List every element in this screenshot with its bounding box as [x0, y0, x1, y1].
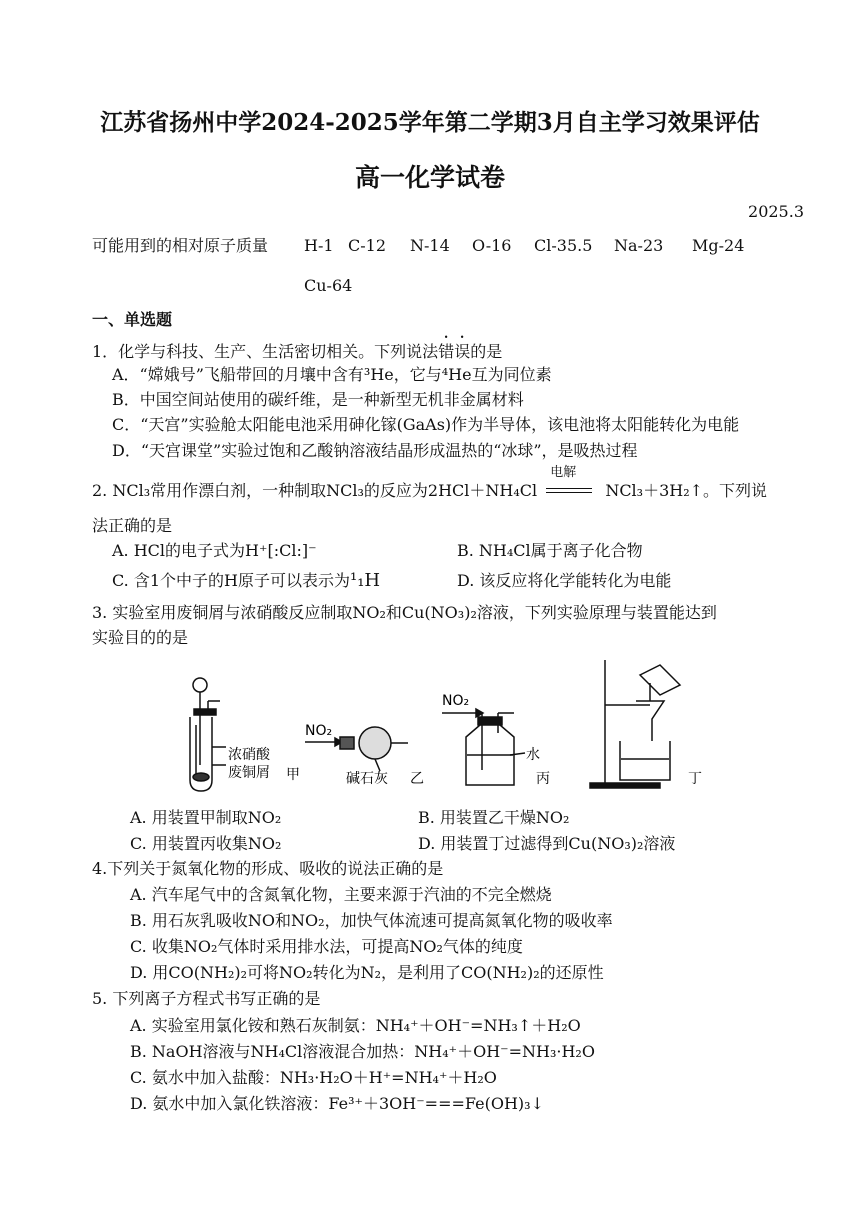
hcl-electron-formula: H⁺[:Cl:]⁻: [245, 541, 317, 560]
label-no2-yi: NO₂: [305, 723, 333, 739]
q5-option-d: D. 氨水中加入氯化铁溶液：Fe³⁺＋3OH⁻===Fe(OH)₃↓: [130, 1094, 544, 1113]
exam-date: 2025.3: [748, 202, 804, 221]
q5-stem: 5. 下列离子方程式书写正确的是: [92, 989, 321, 1008]
q1-option-c: C．“天宫”实验舱太阳能电池采用砷化镓(GaAs)作为半导体，该电池将太阳能转化为电能: [112, 415, 740, 434]
q1-option-a: A．“嫦娥号”飞船带回的月壤中含有³He，它与⁴He互为同位素: [112, 365, 552, 384]
q4-option-c: C. 收集NO₂气体时采用排水法，可提高NO₂气体的纯度: [130, 937, 523, 956]
mass-item: N-14: [410, 236, 450, 255]
mass-item: Mg-24: [692, 236, 745, 255]
mass-item: Na-23: [614, 236, 664, 255]
q2-stem-cont: 法正确的是: [92, 516, 173, 535]
q2-option-c: C. 含1个中子的H原子可以表示为¹₁H: [112, 570, 381, 591]
atomic-mass-label: 可能用到的相对原子质量: [92, 236, 269, 255]
q3-option-d: D. 用装置丁过滤得到Cu(NO₃)₂溶液: [418, 834, 676, 853]
label-bing: 丙: [536, 771, 550, 787]
q4-option-b: B. 用石灰乳吸收NO和NO₂，加快气体流速可提高氮氧化物的吸收率: [130, 911, 613, 930]
section-heading: 一、单选题: [92, 310, 173, 329]
q1-stem: 1．化学与科技、生产、生活密切相关。下列说法错误的是: [92, 342, 503, 361]
mass-item: Cu-64: [304, 276, 353, 295]
mass-item: H-1: [304, 236, 334, 255]
q5-option-c: C. 氨水中加入盐酸：NH₃·H₂O＋H⁺=NH₄⁺＋H₂O: [130, 1068, 497, 1087]
q3-option-c: C. 用装置丙收集NO₂: [130, 834, 282, 853]
q1-emphasis: 错误: [438, 342, 471, 361]
label-water: 水: [526, 747, 540, 763]
label-jia: 甲: [286, 767, 300, 783]
label-conc-nitric-acid: 浓硝酸: [228, 747, 270, 763]
q3-option-b: B. 用装置乙干燥NO₂: [418, 808, 570, 827]
exam-subtitle: 高一化学试卷: [354, 163, 505, 192]
q2-option-b: B. NH₄Cl属于离子化合物: [457, 541, 643, 560]
label-yi: 乙: [410, 771, 424, 787]
mass-item: C-12: [348, 236, 387, 255]
mass-item: Cl-35.5: [534, 236, 593, 255]
q3-option-a: A. 用装置甲制取NO₂: [130, 808, 282, 827]
apparatus-figure: [180, 655, 720, 795]
label-no2-bing: NO₂: [442, 693, 470, 709]
hydrogen-isotope-symbol: ¹₁H: [349, 570, 381, 591]
atomic-mass-line: [92, 236, 792, 256]
label-copper-scrap: 废铜屑: [228, 765, 270, 781]
exam-title: 江苏省扬州中学2024-2025学年第二学期3月自主学习效果评估: [100, 109, 760, 136]
mass-item: O-16: [472, 236, 512, 255]
q4-stem: 4.下列关于氮氧化物的形成、吸收的说法正确的是: [92, 859, 444, 878]
apparatus-bing: [442, 709, 525, 785]
q2-option-d: D. 该反应将化学能转化为电能: [457, 571, 672, 590]
q3-stem-cont: 实验目的的是: [92, 628, 189, 647]
q2-option-a: A. HCl的电子式为H⁺[:Cl:]⁻: [112, 541, 317, 560]
label-ding: 丁: [688, 771, 702, 787]
q4-option-a: A. 汽车尾气中的含氮氧化物，主要来源于汽油的不完全燃烧: [130, 885, 552, 904]
q1-option-b: B．中国空间站使用的碳纤维，是一种新型无机非金属材料: [112, 390, 524, 409]
label-soda-lime: 碱石灰: [346, 771, 388, 787]
q4-option-d: D. 用CO(NH₂)₂可将NO₂转化为N₂，是利用了CO(NH₂)₂的还原性: [130, 963, 604, 982]
apparatus-jia: [190, 678, 226, 791]
q2-stem: 2. NCl₃常用作漂白剂，一种制取NCl₃的反应为2HCl＋NH₄Cl 电解 NCl₃＋3H₂↑。下列说: [92, 465, 768, 500]
apparatus-ding: [590, 660, 680, 788]
electrolysis-condition: 电解: [546, 481, 596, 501]
q5-option-b: B. NaOH溶液与NH₄Cl溶液混合加热：NH₄⁺＋OH⁻=NH₃·H₂O: [130, 1042, 595, 1061]
q5-option-a: A. 实验室用氯化铵和熟石灰制氨：NH₄⁺＋OH⁻=NH₃↑＋H₂O: [130, 1016, 581, 1035]
q3-stem: 3. 实验室用废铜屑与浓硝酸反应制取NO₂和Cu(NO₃)₂溶液，下列实验原理与装置能达到: [92, 603, 717, 622]
q1-option-d: D．“天宫课堂”实验过饱和乙酸钠溶液结晶形成温热的“冰球”，是吸热过程: [112, 441, 638, 460]
